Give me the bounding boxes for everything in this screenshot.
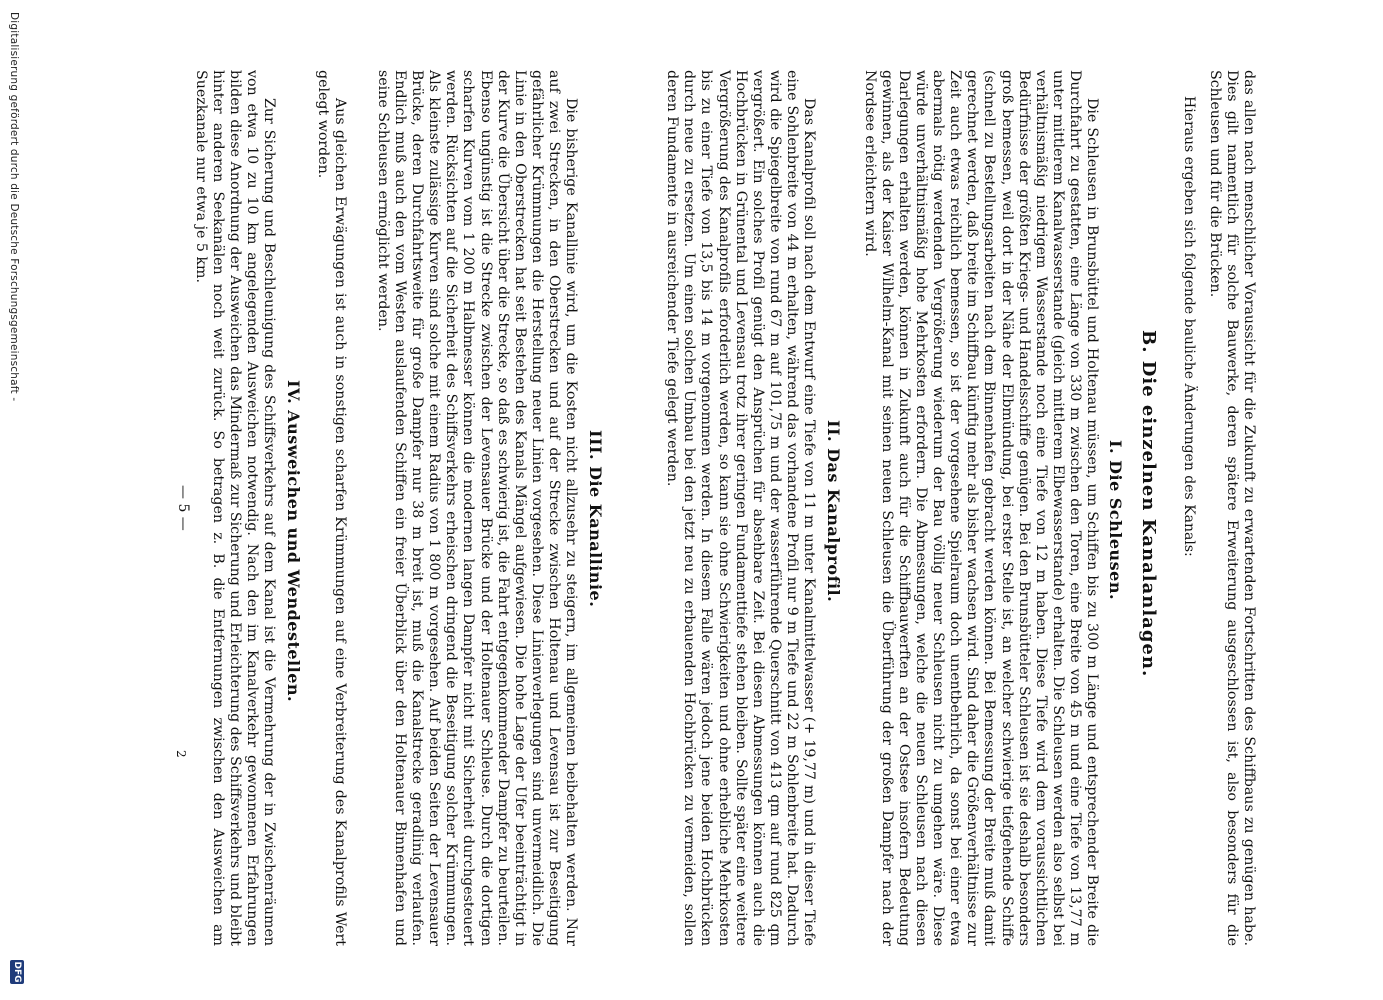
paragraph-kanalprofil: Das Kanalprofil soll nach dem Entwurf eine Tiefe von 11 m unter Kanalmittelwasser (+ 19,77 m) und in dieser Tiefe eine Sohlenbreite von 44 m erhalten, während das vorhandene Profil nur 9 m Tiefe und 22 m Sohlenbreite hat. Dadurch wird die Spiegelbreite von rund 67 m auf 101,75 m und der wasserführende Querschnitt von 413 qm auf rund 825 qm vergrößert. Ein solches Profil genügt den Ansprüchen für absehbare Zeit. Bei diesen Abmessungen können auch die Hochbrücken in Grünental und Levensau trotz ihrer geringen Fundamenttiefe stehen bleiben. Sollte später eine weitere Vergrößerung des Kanalprofils erforderlich werden, so kann sie ohne Schwierigkeiten und ohne erhebliche Mehrkosten bis zu einer Tiefe von 13,5 bis 14 m vorgenommen werden. In diesem Falle wären jedoch jene beiden Hochbrücken durch neue zu ersetzen. Um einen solchen Umbau bei den jetzt neu zu erbauenden Hochbrücken zu vermeiden, sollen deren Fundamente in ausreichender Tiefe gelegt werden. <box>664 70 817 946</box>
paragraph-kanallinie-2: Aus gleichen Erwägungen ist auch in sonstigen scharfen Krümmungen auf eine Verbreiterung des Kanalprofils Wert gelegt worden. <box>314 70 348 946</box>
section-heading-schleusen: I. Die Schleusen. <box>1106 440 1125 601</box>
section-heading-kanallinie: III. Die Kanallinie. <box>586 430 605 608</box>
section-heading-ausweichen: IV. Ausweichen und Wendestellen. <box>284 380 303 703</box>
intro-line: Hieraus ergeben sich folgende bauliche Änderungen des Kanals: <box>1181 96 1197 557</box>
section-heading-B: B. Die einzelnen Kanalanlagen. <box>1138 330 1159 678</box>
digitization-credit: Digitalisierung gefördert durch die Deutsche Forschungsgemeinschaft - <box>8 12 20 402</box>
paragraph-ausweichen: Zur Sicherung und Beschleunigung des Schiffsverkehrs auf dem Kanal ist die Vermehrung der in Zwischenräumen von etwa 10 zu 10 km angelegenden Ausweichen notwendig. Nach den im Kanalverkehr gewonnenen Erfahrungen bilden diese Anordnung der Ausweichen das Mindermaß zur Sicherung und Erleichterung des Schiffsverkehrs und bleibt hinter anderen Seekanälen noch weit zurück. So betragen z. B. die Entfernungen zwischen den Ausweichen am Suezkanale nur etwa je 5 km. <box>192 70 277 946</box>
dfg-logo: DFG <box>12 961 22 983</box>
paragraph-kanallinie-1: Die bisherige Kanallinie wird, um die Kosten nicht allzusehr zu steigern, im allgemeinen beibehalten werden. Nur auf zwei Strecken, in den Oberstrecken und auf der Strecke zwischen Holtenau und Levensau ist zur Beseitigung gefährlicher Krümmungen die Herstellung neuer Linien vorgesehen. Diese Linienverlegungen sind unvermeidlich. Die Linie in den Oberstrecken hat seit Bestehen des Kanals Mängel aufgewiesen. Die hohe Lage der Ufer beeinträchtigt in der Kurve die Übersicht über die Strecke, so daß es schwierig ist, die Fahrt entgegenkommender Dampfer zu beurteilen. Ebenso ungünstig ist die Strecke zwischen der Levensauer Brücke und der Holtenauer Schleuse. Durch die dortigen scharfen Kurven vom 1 200 m Halbmesser können die modernen langen Dampfer nicht mit Sicherheit durchgesteuert werden. Rücksichten auf die Sicherheit des Schiffsverkehrs erheischen dringend die Beseitigung solcher Krümmungen. Als kleinste zulässige Kurven sind solche mit einem Radius von 1 800 m vorgesehen. Auf beiden Seiten der Levensauer Brücke, deren Durchfahrtsweite für große Dampfer nur 38 m breit ist, muß die Kanalstrecke geradlinig verlaufen. Endlich muß auch den vom Westen auslaufenden Schiffen ein freier Überblick über den Holtenauer Binnenhafen und seine Schleusen ermöglicht werden. <box>374 70 579 946</box>
page-number: — 5 — <box>175 485 191 531</box>
paragraph-schleusen: Die Schleusen in Brunsbüttel und Holtenau müssen, um Schiffen bis zu 300 m Länge und entsprechender Breite die Durchfahrt zu gestatten, eine Länge von 330 m zwischen den Toren, eine Breite von 45 m und eine Tiefe von 13,77 m unter mittlerem Kanalwasserstande (gleich mittlerem Elbewasserstande) erhalten. Die Schleusen werden also selbst bei verhältnismäßig niedrigem Wasserstande noch eine Tiefe von 12 m haben. Diese Tiefe wird dem voraussichtlichen Bedürfnisse der größten Kriegs- und Handelsschiffe genügen. Bei den Brunsbütteler Schleusen ist sie deshalb besonders groß bemessen, weil dort in der Nähe der Elbmündung, bei erster Stelle ist, an welcher schwierige tiefgehende Schiffe (schnell zu Bestellungsarbeiten nach dem Binnenhafen gebracht werden können. Bei Bemessung der Breite muß damit gerechnet werden, daß breite im Schiffbau künftig mehr als bisher wachsen wird. Sind daher die Größenverhältnisse zur Zeit auch etwas reichlich bemessen, so ist der vorgesehene Spielraum doch unentbehrlich, da sonst bei einer etwa abermals nötig werdenden Vergrößerung wiederum der Bau völlig neuer Schleusen nicht zu umgehen wäre. Diese würde unverhältnismäßig hohe Mehrkosten erfordern. Die Abmessungen, welche die neuen Schleusen nach diesen Darlegungen erhalten werden, können in Zukunft auch für die Schiffbauwerften an der Ostsee insofern Bedeutung gewinnen, als der Kaiser Wilhelm-Kanal mit seinen neuen Schleusen die Überführung der großen Dampfer nach der Nordsee erleichtern wird. <box>861 70 1100 946</box>
section-heading-kanalprofil: II. Das Kanalprofil. <box>824 420 843 603</box>
lead-paragraph: das allen nach menschlicher Voraussicht für die Zukunft zu erwartenden Fortschritten des Schiffbaus zu genügen habe. Dies gilt namentlich für solche Bauwerke, deren spätere Erweiterung ausgeschlossen ist, also besonders für die Schleusen und für die Brücken. <box>1206 70 1257 946</box>
signature-mark: 2 <box>174 750 188 758</box>
